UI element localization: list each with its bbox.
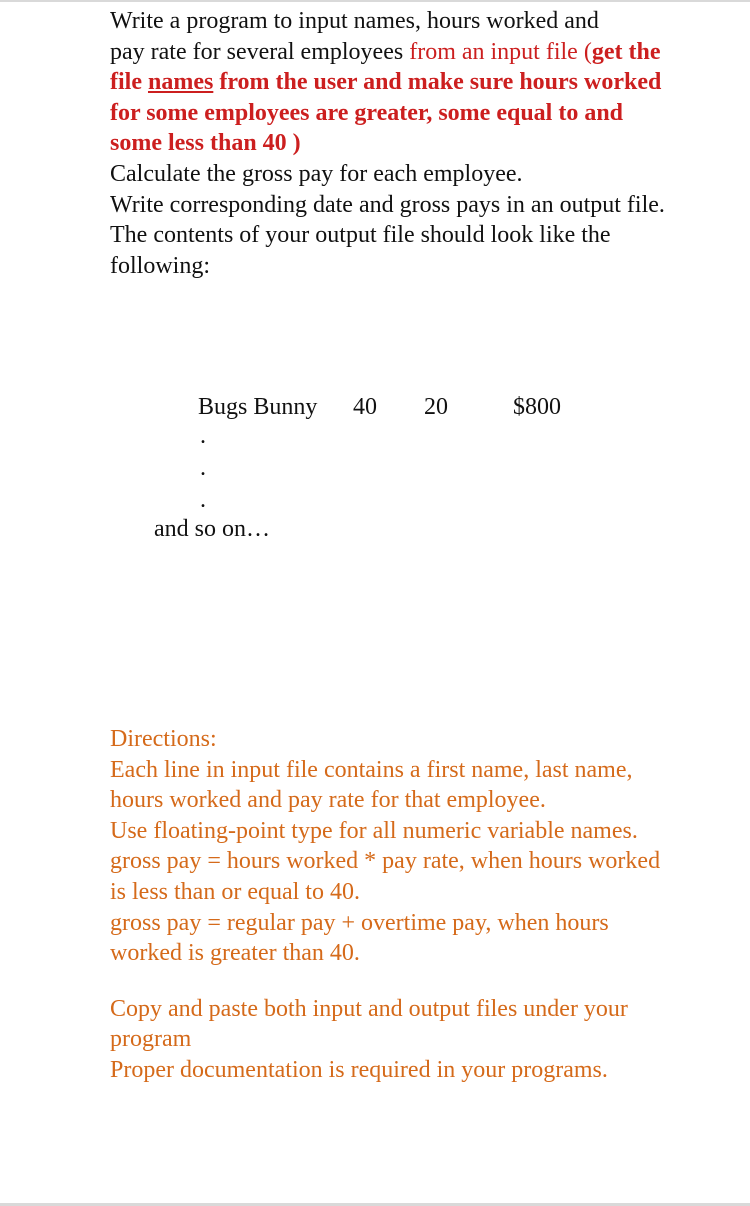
documentation-note: Proper documentation is required in your programs. — [110, 1056, 608, 1083]
direction-item: gross pay = regular pay + overtime pay, when hours worked is greater than 40. — [110, 909, 609, 967]
continuation-dot: . — [200, 423, 206, 449]
paragraph-gap — [110, 969, 670, 994]
open-paren: ( — [577, 38, 592, 65]
direction-item: Use floating-point type for all numeric variable names. — [110, 817, 638, 844]
requirement-bold-2: from the user and make sure hours worked for some employees are greater, some equal to and some less than 40 ) — [110, 69, 662, 157]
and-so-on-text: and so on… — [154, 516, 270, 542]
names-underlined: names — [147, 69, 214, 96]
write-instruction: Write corresponding date and gross pays in an output file. — [110, 191, 665, 218]
input-file-phrase: from an input file — [409, 38, 578, 65]
assignment-text — [110, 6, 670, 281]
intro-line-1: Write a program to input names, hours worked and — [110, 8, 599, 34]
calc-instruction: Calculate the gross pay for each employee. — [110, 160, 523, 187]
sample-name: Bugs Bunny — [198, 394, 318, 420]
sample-hours: 40 — [353, 394, 377, 420]
intro-paragraph — [110, 37, 670, 159]
directions-section — [110, 724, 670, 1086]
directions-heading: Directions: — [110, 726, 217, 752]
continuation-dot: . — [200, 487, 206, 513]
sample-gross-pay: $800 — [513, 394, 561, 420]
top-border — [0, 0, 750, 2]
sample-rate: 20 — [424, 394, 448, 420]
continuation-dot: . — [200, 455, 206, 481]
requirement-bold-1: get the file — [110, 38, 661, 96]
direction-item: gross pay = hours worked * pay rate, when hours worked is less than or equal to 40. — [110, 848, 661, 905]
intro-plain-text: pay rate for several employees — [110, 38, 410, 65]
contents-instruction: The contents of your output file should look like the following: — [110, 222, 611, 279]
copy-paste-note: Copy and paste both input and output files under your program — [110, 995, 628, 1053]
direction-item: Each line in input file contains a first name, last name, hours worked and pay rate for that employee. — [110, 756, 633, 814]
